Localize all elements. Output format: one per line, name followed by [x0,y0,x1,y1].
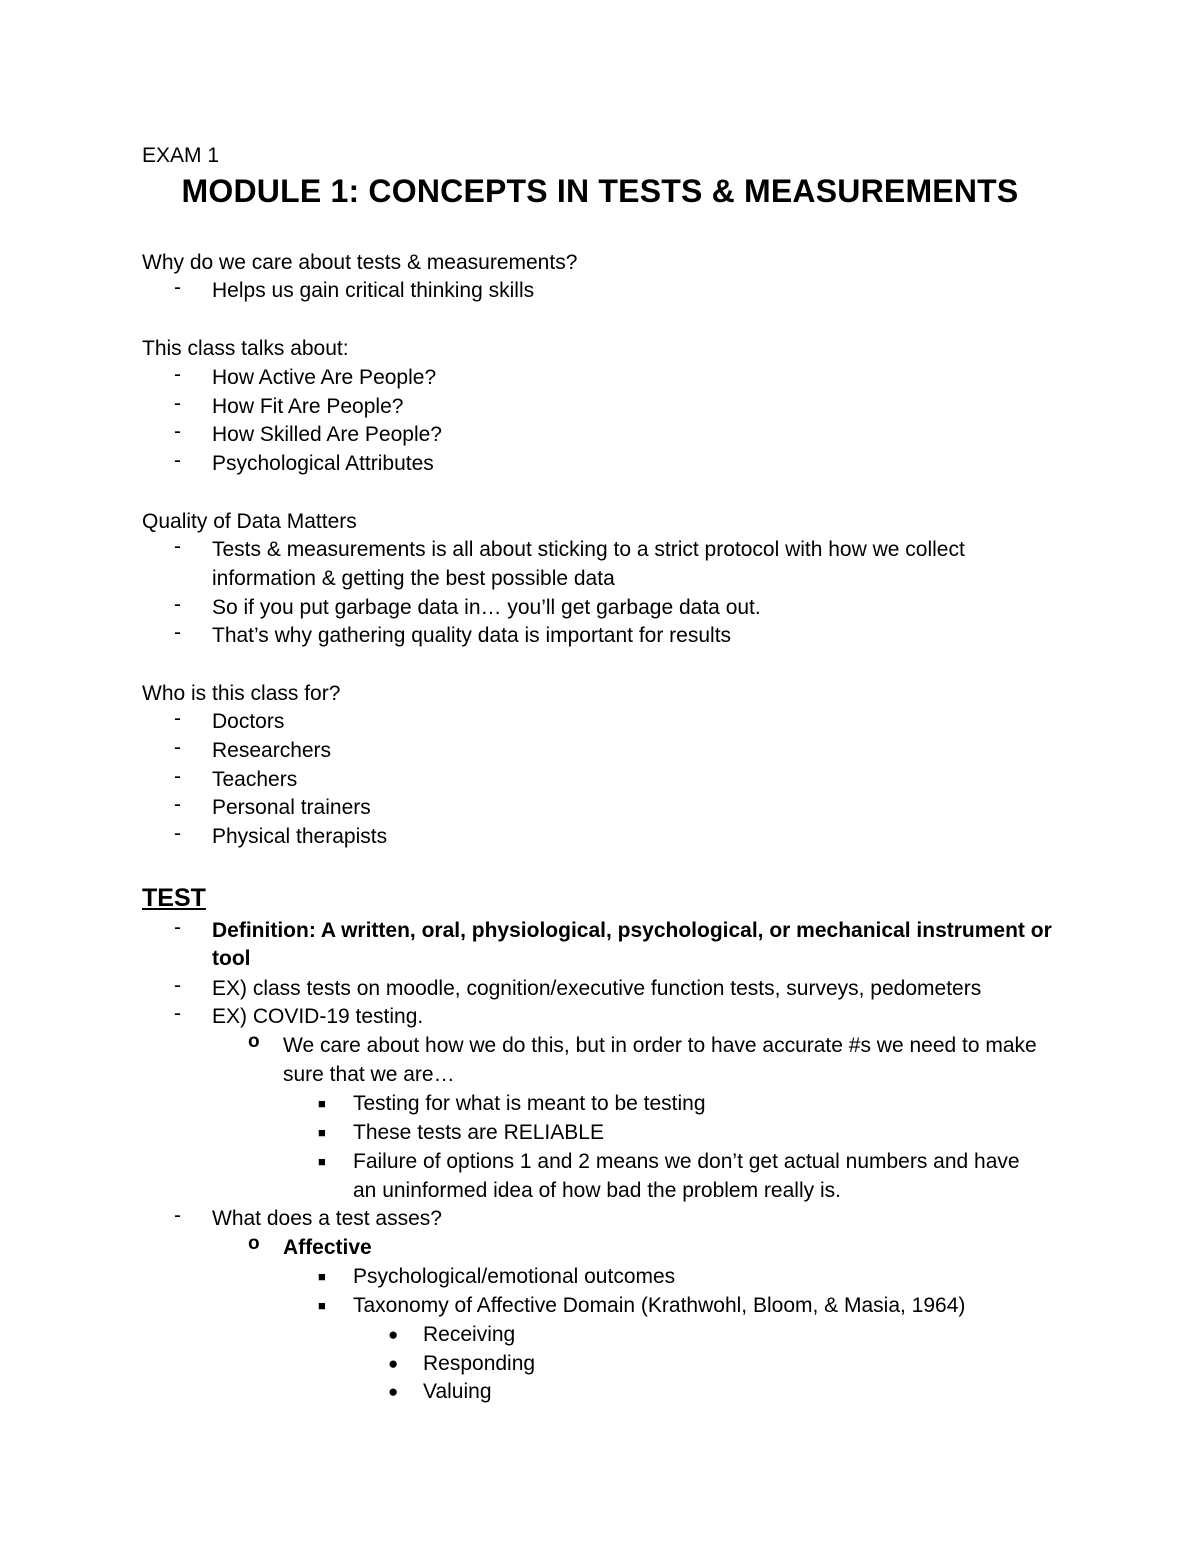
list-item: Helps us gain critical thinking skills [212,279,535,302]
disc-bullet-icon: ● [388,1382,399,1401]
list-item: Receiving [423,1323,516,1346]
talks-heading: This class talks about: [142,337,349,360]
exam-label: EXAM 1 [142,144,220,167]
dash-bullet: - [174,916,181,939]
list-item-continued: sure that we are… [283,1063,455,1086]
list-item: That’s why gathering quality data is important for results [212,624,732,647]
definition-text-continued: tool [212,947,251,970]
disc-bullet-icon: ● [388,1325,399,1344]
list-item: How Skilled Are People? [212,423,442,446]
why-heading: Why do we care about tests & measurements? [142,251,578,274]
list-item: What does a test asses? [212,1207,442,1230]
list-item: Doctors [212,710,285,733]
definition-text: Definition: A written, oral, physiological, psychological, or mechanical instrument or [212,919,1052,942]
dash-bullet: - [174,621,181,644]
dash-bullet: - [174,974,181,997]
dash-bullet: - [174,276,181,299]
quality-heading: Quality of Data Matters [142,510,357,533]
dash-bullet: - [174,736,181,759]
list-item: Valuing [423,1380,492,1403]
list-item: Failure of options 1 and 2 means we don’t get actual numbers and have [353,1150,1020,1173]
list-item: EX) class tests on moodle, cognition/executive function tests, surveys, pedometers [212,977,982,1000]
square-bullet-icon: ■ [318,1298,326,1313]
dash-bullet: - [174,1002,181,1025]
dash-bullet: - [174,707,181,730]
list-item: We care about how we do this, but in order to have accurate #s we need to make [283,1034,1037,1057]
dash-bullet: - [174,535,181,558]
dash-bullet: - [174,1204,181,1227]
square-bullet-icon: ■ [318,1125,326,1140]
list-item: How Fit Are People? [212,395,404,418]
circle-bullet-icon: o [248,1233,260,1254]
dash-bullet: - [174,363,181,386]
dash-bullet: - [174,765,181,788]
list-item: So if you put garbage data in… you’ll get garbage data out. [212,596,761,619]
who-heading: Who is this class for? [142,682,341,705]
square-bullet-icon: ■ [318,1154,326,1169]
dash-bullet: - [174,822,181,845]
list-item: Teachers [212,768,298,791]
list-item: EX) COVID-19 testing. [212,1005,424,1028]
list-item: Physical therapists [212,825,388,848]
list-item: Testing for what is meant to be testing [353,1092,706,1115]
list-item: Personal trainers [212,796,371,819]
list-item: How Active Are People? [212,366,437,389]
disc-bullet-icon: ● [388,1354,399,1373]
section-heading-test: TEST [142,884,206,912]
list-item-continued: information & getting the best possible data [212,567,615,590]
list-item: Taxonomy of Affective Domain (Krathwohl, Bloom, & Masia, 1964) [353,1294,966,1317]
page-title: MODULE 1: CONCEPTS IN TESTS & MEASUREMENTS [181,173,1019,209]
dash-bullet: - [174,449,181,472]
list-item-affective: Affective [283,1236,372,1259]
dash-bullet: - [174,593,181,616]
dash-bullet: - [174,392,181,415]
square-bullet-icon: ■ [318,1269,326,1284]
list-item: Tests & measurements is all about sticking to a strict protocol with how we collect [212,538,965,561]
list-item: Psychological/emotional outcomes [353,1265,676,1288]
list-item: These tests are RELIABLE [353,1121,604,1144]
list-item: Psychological Attributes [212,452,434,475]
list-item: Researchers [212,739,332,762]
dash-bullet: - [174,420,181,443]
circle-bullet-icon: o [248,1031,260,1052]
list-item-continued: an uninformed idea of how bad the problem really is. [353,1179,841,1202]
square-bullet-icon: ■ [318,1096,326,1111]
dash-bullet: - [174,793,181,816]
list-item: Responding [423,1352,536,1375]
